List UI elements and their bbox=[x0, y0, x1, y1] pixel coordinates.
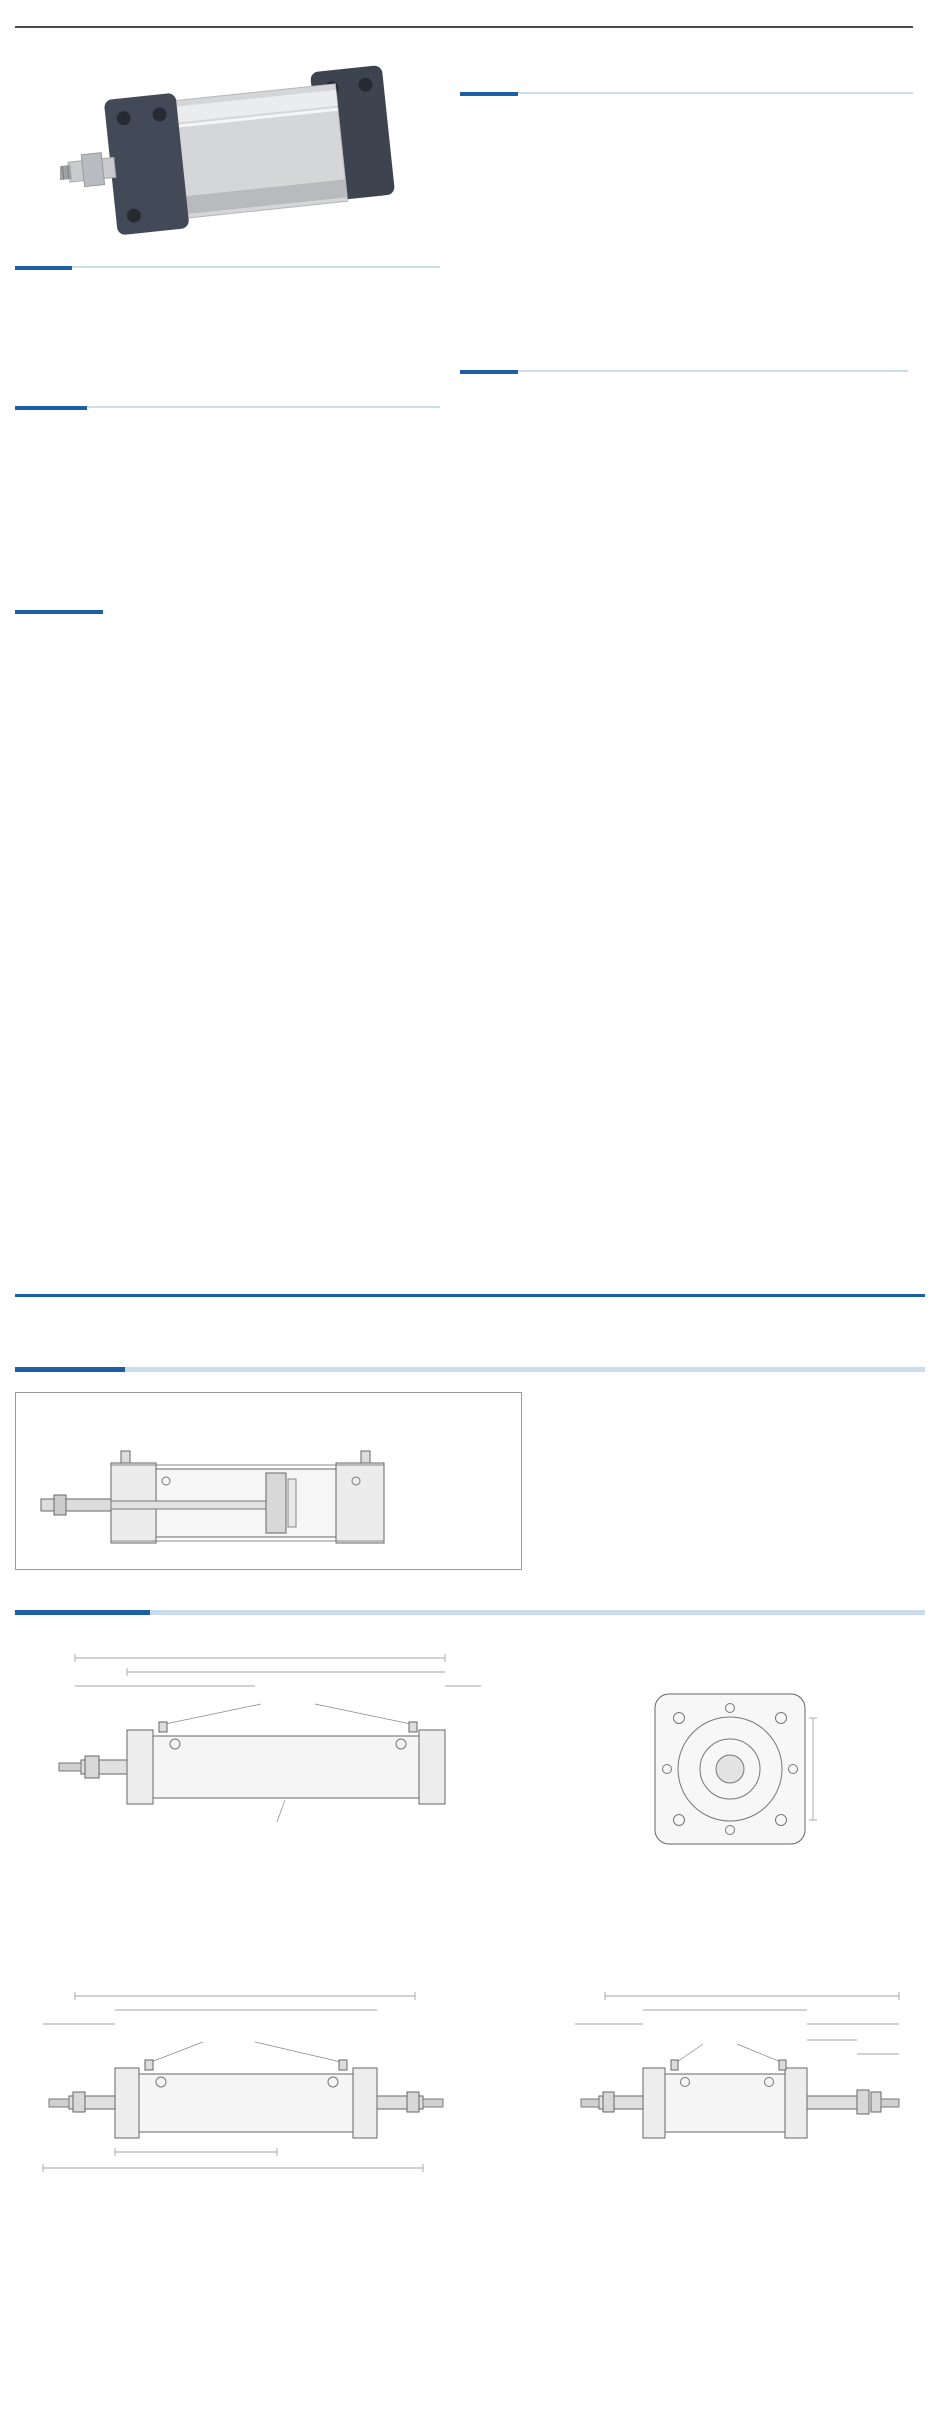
structure-diagram-box bbox=[15, 1392, 522, 1570]
mscj-dimension-drawing bbox=[555, 1982, 925, 2182]
structure-bar-light bbox=[125, 1367, 925, 1372]
mscd-dimension-drawing bbox=[15, 1982, 485, 2182]
spec-title-bar bbox=[460, 92, 518, 96]
page1-title-rule bbox=[15, 26, 913, 28]
features-title-bar bbox=[15, 406, 87, 410]
symbols-title-line bbox=[72, 266, 440, 268]
cylinder-photo-illustration bbox=[60, 58, 425, 248]
spec-title-line bbox=[518, 92, 913, 94]
structure-bar-dark bbox=[15, 1367, 125, 1372]
features-title-line bbox=[87, 406, 440, 408]
stroke-title-bar bbox=[460, 370, 518, 374]
symbols-title-bar bbox=[15, 266, 72, 270]
msc-dimension-drawing bbox=[15, 1642, 925, 1847]
product-photo bbox=[60, 58, 425, 248]
dims-bar-dark bbox=[15, 1610, 150, 1615]
structure-cross-section bbox=[16, 1393, 519, 1567]
dims-bar-light bbox=[150, 1610, 925, 1615]
ordering-title-bar bbox=[15, 610, 103, 614]
page2-title-rule bbox=[15, 1294, 925, 1297]
stroke-title-line bbox=[518, 370, 908, 372]
